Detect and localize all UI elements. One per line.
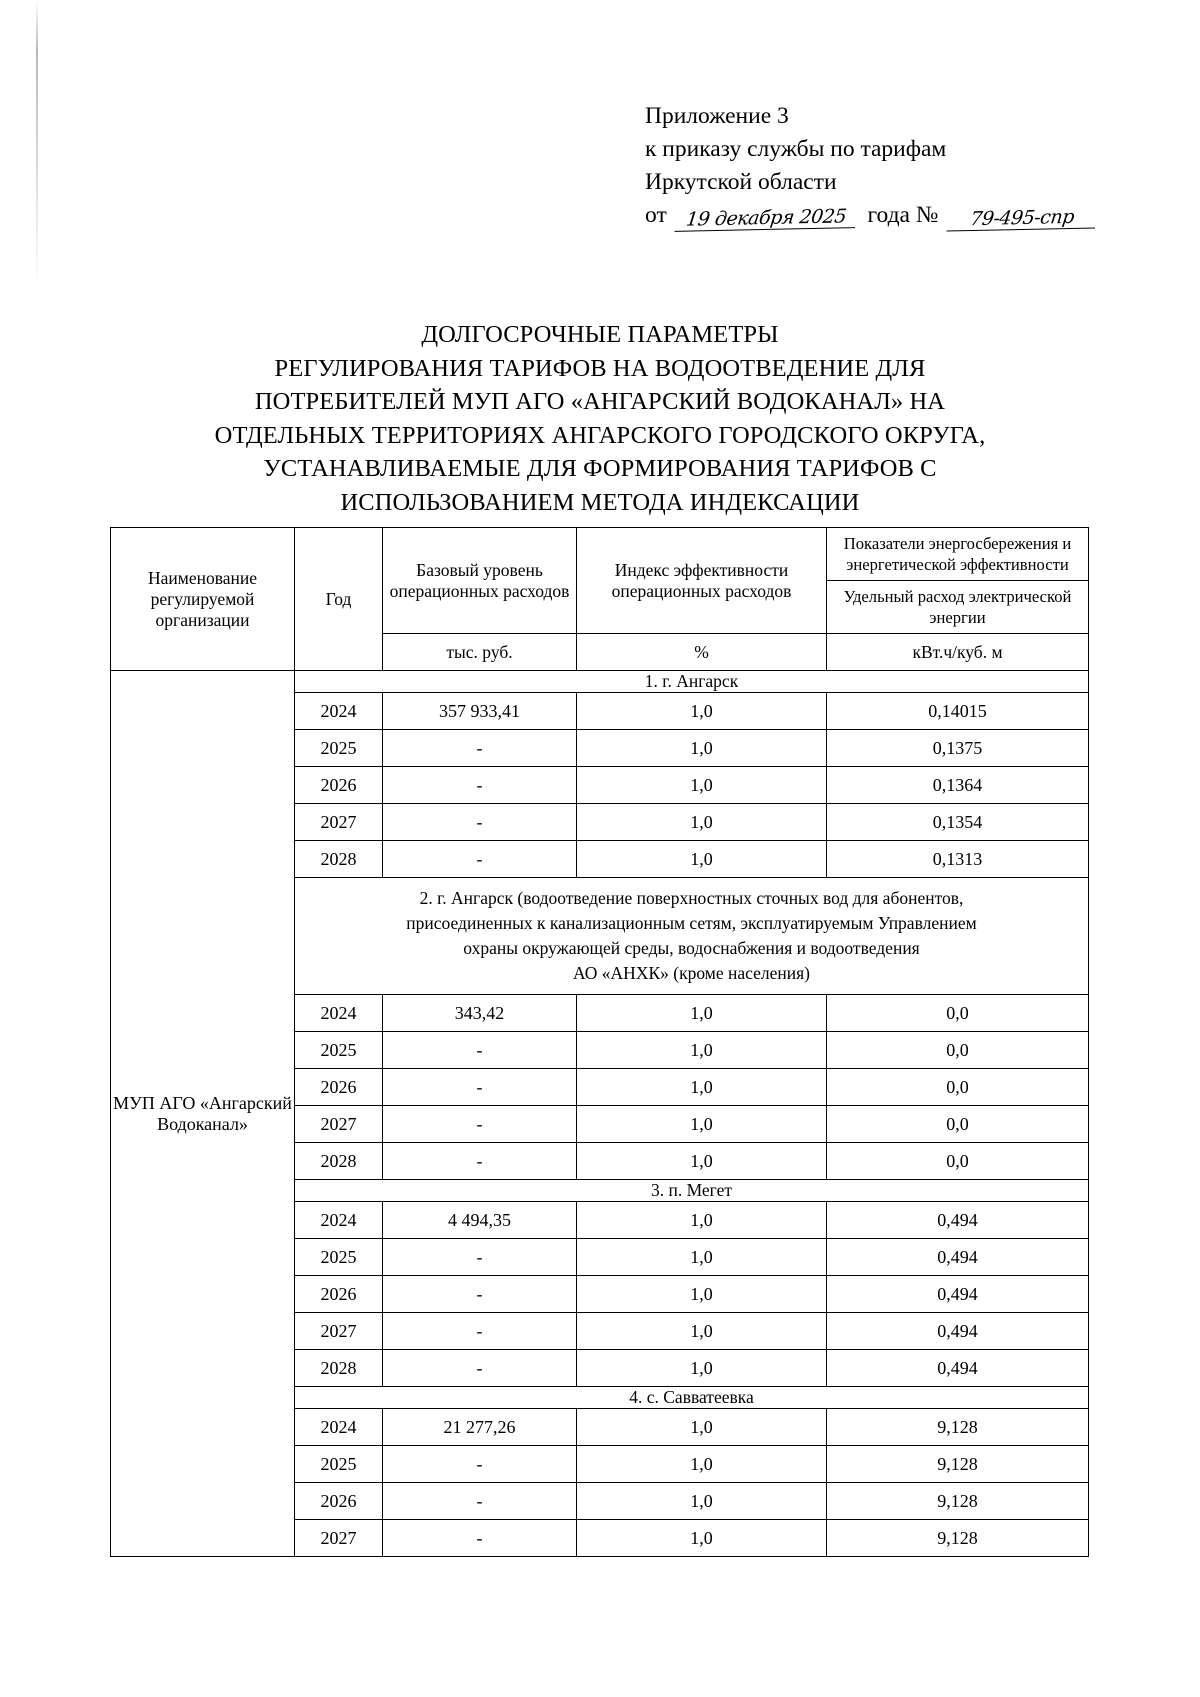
- cell-specific-consumption: 9,128: [827, 1409, 1089, 1446]
- cell-efficiency-index: 1,0: [577, 1276, 827, 1313]
- cell-specific-consumption: 0,14015: [827, 693, 1089, 730]
- organization-name-cell: МУП АГО «Ангарский Водоканал»: [111, 671, 295, 1557]
- handwritten-order-number: 79-495-спр: [947, 206, 1098, 231]
- cell-efficiency-index: 1,0: [577, 1520, 827, 1557]
- cell-specific-consumption: 0,494: [827, 1350, 1089, 1387]
- cell-efficiency-index: 1,0: [577, 1069, 827, 1106]
- units-efficiency-index: %: [577, 634, 827, 671]
- section-heading-line: присоединенных к канализационным сетям, эксплуатируемым Управлением: [406, 913, 977, 933]
- cell-efficiency-index: 1,0: [577, 1143, 827, 1180]
- title-line-2: РЕГУЛИРОВАНИЯ ТАРИФОВ НА ВОДООТВЕДЕНИЕ ДЛЯ: [274, 354, 926, 382]
- cell-year: 2027: [295, 1106, 383, 1143]
- cell-base-level: -: [383, 804, 577, 841]
- appendix-number: Приложение 3: [645, 103, 789, 129]
- section-heading: 1. г. Ангарск: [295, 671, 1089, 693]
- cell-efficiency-index: 1,0: [577, 1409, 827, 1446]
- cell-base-level: -: [383, 1069, 577, 1106]
- cell-year: 2027: [295, 804, 383, 841]
- table-body: [111, 671, 1089, 1557]
- cell-efficiency-index: 1,0: [577, 1202, 827, 1239]
- cell-efficiency-index: 1,0: [577, 1483, 827, 1520]
- column-header-efficiency-index: Индекс эффективности операционных расходов: [577, 528, 827, 634]
- cell-base-level: 4 494,35: [383, 1202, 577, 1239]
- cell-base-level: -: [383, 1276, 577, 1313]
- cell-efficiency-index: 1,0: [577, 1350, 827, 1387]
- cell-efficiency-index: 1,0: [577, 1239, 827, 1276]
- title-line-1: ДОЛГОСРОЧНЫЕ ПАРАМЕТРЫ: [421, 321, 779, 348]
- column-header-year: Год: [295, 528, 383, 671]
- cell-efficiency-index: 1,0: [577, 1106, 827, 1143]
- cell-year: 2025: [295, 1032, 383, 1069]
- cell-year: 2028: [295, 1350, 383, 1387]
- cell-specific-consumption: 0,1313: [827, 841, 1089, 878]
- scan-edge-artifact: [36, 0, 38, 290]
- cell-base-level: -: [383, 1313, 577, 1350]
- cell-specific-consumption: 9,128: [827, 1483, 1089, 1520]
- cell-year: 2024: [295, 995, 383, 1032]
- cell-year: 2024: [295, 1202, 383, 1239]
- handwritten-date: 19 декабря 2025: [674, 206, 857, 232]
- table-header: [111, 528, 1089, 671]
- cell-efficiency-index: 1,0: [577, 841, 827, 878]
- cell-year: 2028: [295, 1143, 383, 1180]
- title-line-3: ПОТРЕБИТЕЛЕЙ МУП АГО «АНГАРСКИЙ ВОДОКАНАЛ» НА: [254, 388, 946, 415]
- cell-year: 2024: [295, 1409, 383, 1446]
- parameters-table-container: [110, 527, 1088, 1557]
- cell-year: 2025: [295, 1239, 383, 1276]
- cell-year: 2024: [295, 693, 383, 730]
- parameters-table: [110, 527, 1089, 1557]
- cell-year: 2028: [295, 841, 383, 878]
- section-heading: 4. с. Савватеевка: [295, 1387, 1089, 1409]
- cell-specific-consumption: 0,1354: [827, 804, 1089, 841]
- cell-specific-consumption: 0,494: [827, 1202, 1089, 1239]
- cell-specific-consumption: 0,1364: [827, 767, 1089, 804]
- year-number-label: года №: [867, 202, 939, 228]
- from-label: от: [645, 202, 667, 228]
- cell-year: 2025: [295, 730, 383, 767]
- units-specific-consumption: кВт.ч/куб. м: [827, 634, 1089, 671]
- section-heading-line: охраны окружающей среды, водоснабжения и водоотведения: [463, 938, 920, 958]
- cell-specific-consumption: 0,494: [827, 1239, 1089, 1276]
- title-line-6: ИСПОЛЬЗОВАНИЕМ МЕТОДА ИНДЕКСАЦИИ: [340, 488, 860, 516]
- section-heading-line: АО «АНХК» (кроме населения): [573, 963, 810, 983]
- cell-year: 2026: [295, 1069, 383, 1106]
- cell-base-level: -: [383, 1239, 577, 1276]
- title-line-5: УСТАНАВЛИВАЕМЫЕ ДЛЯ ФОРМИРОВАНИЯ ТАРИФОВ С: [263, 455, 937, 482]
- cell-base-level: -: [383, 1350, 577, 1387]
- cell-efficiency-index: 1,0: [577, 730, 827, 767]
- cell-base-level: -: [383, 767, 577, 804]
- cell-base-level: 21 277,26: [383, 1409, 577, 1446]
- cell-base-level: -: [383, 1446, 577, 1483]
- cell-year: 2026: [295, 767, 383, 804]
- cell-specific-consumption: 0,1375: [827, 730, 1089, 767]
- column-header-specific-consumption: Удельный расход электрической энергии: [827, 581, 1089, 634]
- cell-base-level: -: [383, 1520, 577, 1557]
- cell-efficiency-index: 1,0: [577, 1313, 827, 1350]
- cell-year: 2025: [295, 1446, 383, 1483]
- cell-specific-consumption: 0,0: [827, 1106, 1089, 1143]
- cell-specific-consumption: 9,128: [827, 1446, 1089, 1483]
- order-reference-line-1: к приказу службы по тарифам: [645, 136, 947, 162]
- cell-efficiency-index: 1,0: [577, 1032, 827, 1069]
- cell-efficiency-index: 1,0: [577, 995, 827, 1032]
- units-base-level: тыс. руб.: [383, 634, 577, 671]
- cell-base-level: 357 933,41: [383, 693, 577, 730]
- cell-specific-consumption: 0,0: [827, 1143, 1089, 1180]
- section-heading-line: 2. г. Ангарск (водоотведение поверхностных сточных вод для абонентов,: [419, 888, 964, 908]
- cell-year: 2026: [295, 1276, 383, 1313]
- cell-specific-consumption: 0,494: [827, 1276, 1089, 1313]
- cell-base-level: 343,42: [383, 995, 577, 1032]
- cell-base-level: -: [383, 730, 577, 767]
- cell-specific-consumption: 0,0: [827, 1069, 1089, 1106]
- document-title: [120, 318, 1080, 519]
- cell-base-level: -: [383, 841, 577, 878]
- document-header: [645, 100, 1096, 232]
- column-header-organization: Наименование регулируемой организации: [111, 528, 295, 671]
- cell-efficiency-index: 1,0: [577, 804, 827, 841]
- order-reference-line-2: Иркутской области: [645, 169, 837, 195]
- cell-base-level: -: [383, 1483, 577, 1520]
- cell-efficiency-index: 1,0: [577, 693, 827, 730]
- table-header-row-1: [111, 528, 1089, 581]
- section-heading: 3. п. Мегет: [295, 1180, 1089, 1202]
- cell-specific-consumption: 0,0: [827, 1032, 1089, 1069]
- column-header-base-level: Базовый уровень операционных расходов: [383, 528, 577, 634]
- cell-year: 2026: [295, 1483, 383, 1520]
- cell-specific-consumption: 9,128: [827, 1520, 1089, 1557]
- cell-year: 2027: [295, 1313, 383, 1350]
- order-date-line: [645, 199, 1096, 232]
- cell-specific-consumption: 0,0: [827, 995, 1089, 1032]
- section-heading: [295, 878, 1089, 995]
- cell-base-level: -: [383, 1032, 577, 1069]
- column-header-energy-indicators: Показатели энергосбережения и энергетической эффективности: [827, 528, 1089, 581]
- cell-base-level: -: [383, 1143, 577, 1180]
- cell-base-level: -: [383, 1106, 577, 1143]
- title-line-4: ОТДЕЛЬНЫХ ТЕРРИТОРИЯХ АНГАРСКОГО ГОРОДСКОГО ОКРУГА,: [214, 421, 986, 449]
- cell-year: 2027: [295, 1520, 383, 1557]
- cell-efficiency-index: 1,0: [577, 767, 827, 804]
- section-heading-row: [111, 671, 1089, 693]
- cell-efficiency-index: 1,0: [577, 1446, 827, 1483]
- cell-specific-consumption: 0,494: [827, 1313, 1089, 1350]
